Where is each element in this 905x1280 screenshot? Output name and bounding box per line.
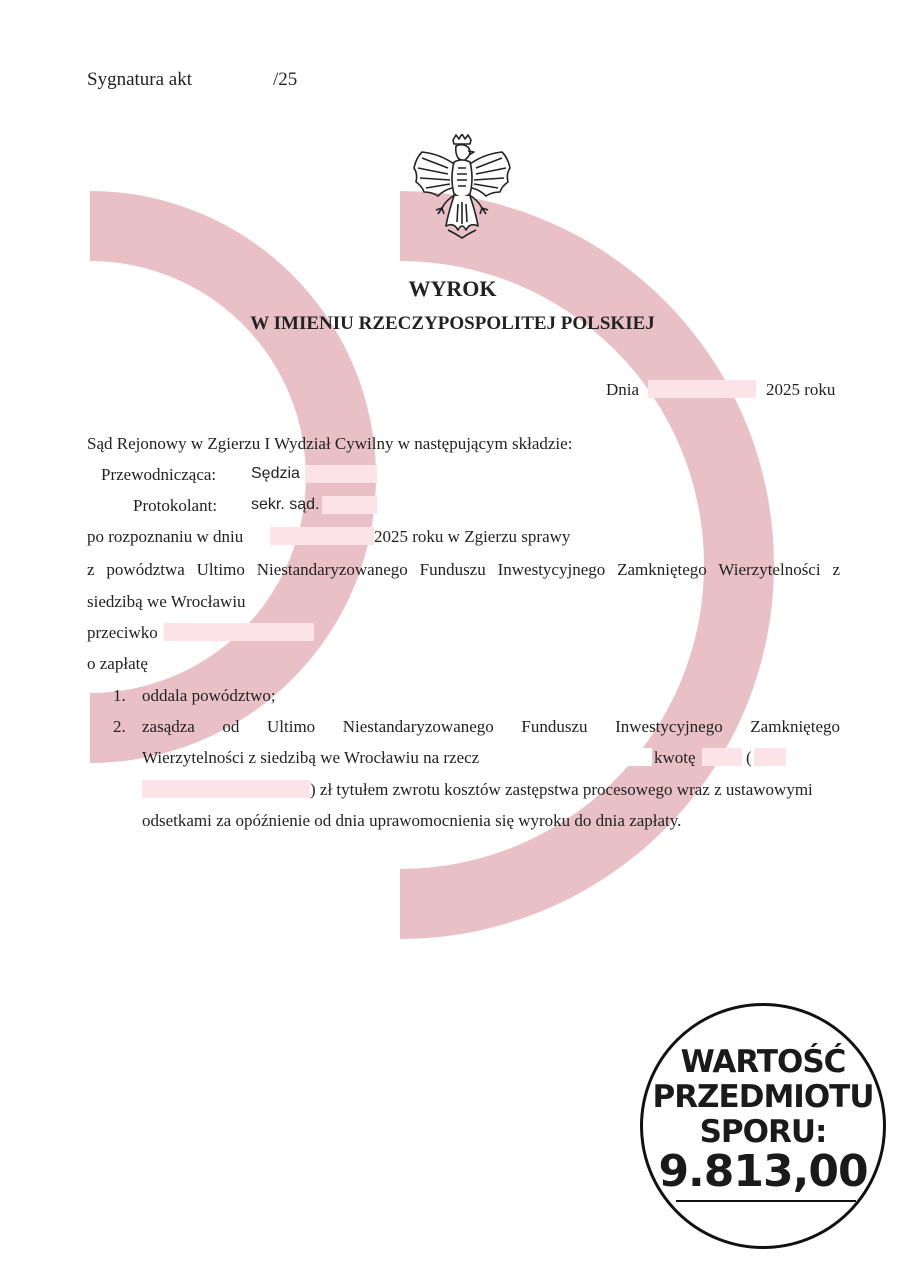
badge-line-2: PRZEDMIOTU [652,1079,874,1115]
date-suffix: 2025 roku [766,380,836,399]
ruling-2-number: 2. [113,717,126,736]
claim-line-2: siedzibą we Wrocławiu [87,592,246,611]
ruling-2-line-2-mid: kwotę [654,748,696,767]
signature-suffix: /25 [273,69,298,90]
redacted-chair-name [305,465,377,483]
signature-label: Sygnatura akt [87,69,193,90]
redacted-amount [702,748,742,766]
redacted-hearing-date [270,527,374,545]
date-prefix: Dnia [606,380,640,399]
ruling-2-line-1: zasądza od Ultimo Niestandaryzowanego Funduszu Inwestycyjnego Zamkniętego [142,717,840,736]
chair-label: Przewodnicząca: [101,465,217,484]
redacted-date [648,380,756,398]
ruling-2-line-3: ) zł tytułem zwrotu kosztów zastępstwa procesowego wraz z ustawowymi [310,780,813,799]
chair-value: Sędzia [251,465,300,482]
ruling-2-line-2-prefix: Wierzytelności z siedzibą we Wrocławiu na rzecz [142,748,480,767]
polish-eagle-emblem-icon [412,134,512,240]
redacted-clerk-name [322,496,377,514]
subject-label: o zapłatę [87,654,148,673]
hearing-prefix: po rozpoznaniu w dniu [87,527,244,546]
ruling-1-text: oddala powództwo; [142,686,276,705]
against-label: przeciwko [87,623,158,642]
clerk-label: Protokolant: [133,496,218,515]
badge-line-3: SPORU: [699,1114,827,1150]
redacted-amount-words-b [142,780,310,798]
judgment-title: WYROK [408,276,497,301]
court-intro: Sąd Rejonowy w Zgierzu I Wydział Cywilny w następującym składzie: [87,434,573,453]
ruling-1-number: 1. [113,686,126,705]
redacted-defendant [164,623,314,641]
ruling-2-line-4: odsetkami za opóźnienie od dnia uprawomocnienia się wyroku do dnia zapłaty. [142,811,682,830]
redacted-beneficiary [512,748,652,766]
dispute-value-badge [640,1003,886,1249]
redacted-amount-words-a [754,748,786,766]
badge-underline [676,1200,856,1202]
clerk-value: sekr. sąd. [251,496,320,513]
ruling-2-line-2-paren: ( [746,748,752,767]
hearing-suffix: 2025 roku w Zgierzu sprawy [374,527,571,546]
judgment-subtitle: W IMIENIU RZECZYPOSPOLITEJ POLSKIEJ [250,313,655,334]
badge-value: 9.813,00 [658,1146,868,1197]
claim-line-1: z powództwa Ultimo Niestandaryzowanego Funduszu Inwestycyjnego Zamkniętego Wierzytelności z [87,560,840,579]
badge-line-1: WARTOŚĆ [680,1044,846,1080]
